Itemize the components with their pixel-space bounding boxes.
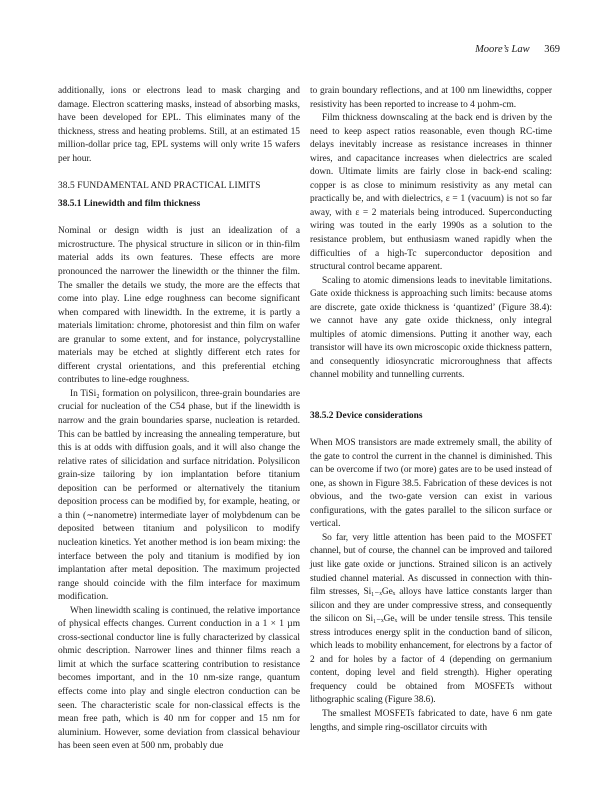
paragraph-continued: to grain boundary reflections, and at 100 nm linewidths, copper resistivity has been reported to increase to 4 µohm-cm. bbox=[310, 86, 552, 110]
right-column bbox=[310, 85, 552, 735]
paragraph-film-thickness: Film thickness downscaling at the back end is driven by the need to keep aspect ratios reasonable, even though RC-time delays inevitably increase as resistance increases in thinner wires, and capacitance increases when dielectrics are scaled down. Ultimate limits are fairly close in back-end scaling: copper is as close to minimum resistivity as any metal can practically be, and with dielectrics, ε = 1 (vacuum) is not so far away, with ε = 2 materials being introduced. Superconducting wiring was touted in the early 1990s as a solution to the resistance problem, but enthusiasm waned rapidly when the difficulties of a high-Tc superconductor deposition and structural control became apparent. bbox=[310, 113, 552, 273]
subsection-heading-device: 38.5.2 Device considerations bbox=[310, 411, 423, 422]
running-title: Moore’s Law bbox=[475, 44, 530, 55]
paragraph-atomic-limits: Scaling to atomic dimensions leads to inevitable limitations. Gate oxide thickness is approaching such limits: because atoms are discrete, gate oxide thickness is ‘quantized’ (Figure 38.4): we cannot have any gate oxide thickness, only integral multiples of atomic dimensions. Putting it another way, each transistor will have its own microscopic oxide thickness pattern, and consequently idiosyncratic microroughness that affects channel mobility and tunnelling currents. bbox=[310, 275, 552, 381]
running-header bbox=[475, 44, 560, 55]
paragraph-device-3: The smallest MOSFETs fabricated to date, have 6 nm gate lengths, and simple ring-oscillator circuits with bbox=[310, 709, 552, 733]
left-column bbox=[58, 85, 300, 754]
paragraph-linewidth-3: When linewidth scaling is continued, the relative importance of physical effects changes. Current conduction in a 1 × 1 µm cross-sectional conductor line is fully characterized by classical ohmic description. Narrower lines and thinner films reach a limit at which the surface scattering contribution to resistance becomes important, and in the 10 nm-size range, quantum effects come into play and single electron conduction can be seen. The characteristic scale for non-classical effects is the mean free path, which is 40 nm for copper and 15 nm for aluminium. However, some deviation from classical behaviour has been seen even at 500 nm, probably due bbox=[58, 605, 300, 752]
paragraph-intro: additionally, ions or electrons lead to mask charging and damage. Electron scattering masks, instead of absorbing masks, have been developed for EPL. This eliminates many of the thickness, stress and heating problems. Still, at an estimated 15 million-dollar price tag, EPL systems will only write 15 wafers per hour. bbox=[58, 86, 300, 164]
subsection-heading-linewidth: 38.5.1 Linewidth and film thickness bbox=[58, 199, 201, 210]
paragraph-device-2: So far, very little attention has been paid to the MOSFET channel, but of course, the channel can be improved and tailored just like gate oxide or junctions. Strained silicon is an actively studied channel material. As discussed in connection with thin-film stresses, Si₁₋ₓGeₓ alloys have lattice constants larger than silicon and they are under compressive stress, and consequently the silicon on Si₁₋ₓGeₓ will be under tensile stress. This tensile stress introduces energy split in the conduction band of silicon, which leads to mobility enhancement, for electrons by a factor of 2 and for holes by a factor of 4 (depending on germanium content, doping level and field strength). Higher operating frequency could be obtained from MOSFETs without lithographic scaling (Figure 38.6). bbox=[310, 532, 552, 706]
paragraph-linewidth-2: In TiSi₂ formation on polysilicon, three-grain boundaries are crucial for nucleation of the C54 phase, but if the linewidth is narrow and the grain boundaries sparse, nucleation is retarded. This can be battled by increasing the annealing temperature, but this is at odds with diffusion goals, and it will also change the relative rates of silicidation and surface nitridation. Polysilicon grain-size tailoring by ion implantation before titanium deposition can be performed or alternatively the titanium deposition process can be modified by, for example, heating, or a thin (∼nanometre) intermediate layer of molybdenum can be deposited between titanium and polysilicon to modify nucleation kinetics. Yet another method is ion beam mixing: the interface between the poly and titanium is modified by ion implantation after metal deposition. The maximum projected range should coincide with the film interface for maximum modification. bbox=[58, 388, 300, 603]
paragraph-device-1: When MOS transistors are made extremely small, the ability of the gate to control the current in the channel is diminished. This can be overcome if two (or more) gates are to be used instead of one, as shown in Figure 38.5. Fabrication of these devices is not obvious, and the two-gate version can exist in various configurations, with the gates parallel to the silicon surface or vertical. bbox=[310, 438, 552, 530]
paragraph-linewidth-1: Nominal or design width is just an idealization of a microstructure. The physical structure in silicon or in thin-film material adds its own features. These effects are more pronounced the narrower the linewidth or the thinner the film. The smaller the details we study, the more are the effects that come into play. Line edge roughness can become significant when compared with linewidth. In the extreme, it is partly a materials limitation: chrome, photoresist and thin film on wafer are granular to some extent, and for instance, polycrystalline materials may be etched at slightly different etch rates for different crystal orientations, and this preferential etching contributes to line-edge roughness. bbox=[58, 226, 300, 386]
section-heading: 38.5 FUNDAMENTAL AND PRACTICAL LIMITS bbox=[58, 180, 261, 191]
page-number: 369 bbox=[544, 44, 560, 55]
